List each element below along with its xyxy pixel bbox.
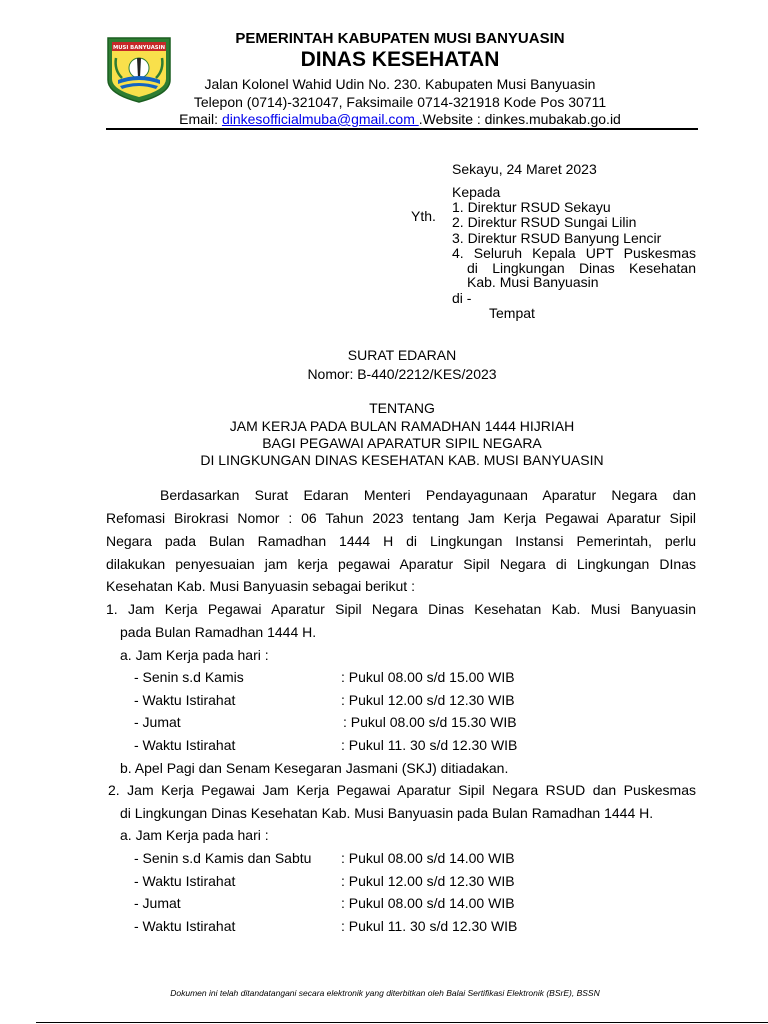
logo-text: MUSI BANYUASIN: [112, 45, 166, 51]
subject-line-1: JAM KERJA PADA BULAN RAMADHAN 1444 HIJRIAH: [229, 418, 575, 434]
body-line-4: dilakukan penyesuaian jam kerja pegawai Aparatur Sipil Negara di Lingkungan DInas: [106, 556, 696, 572]
schedule-2-label-2: - Waktu Istirahat: [134, 873, 236, 889]
point-1-line-2: pada Bulan Ramadhan 1444 H.: [120, 624, 317, 640]
tentang-label: TENTANG: [369, 400, 435, 416]
agency-name: DINAS KESEHATAN: [300, 48, 500, 71]
schedule-1-time-2: : Pukul 12.00 s/d 12.30 WIB: [341, 692, 515, 708]
letter-title: SURAT EDARAN: [347, 347, 457, 363]
schedule-2-time-4: : Pukul 11. 30 s/d 12.30 WIB: [341, 918, 518, 934]
schedule-1-time-3: : Pukul 08.00 s/d 15.30 WIB: [343, 714, 517, 730]
point-1-sub-a: a. Jam Kerja pada hari :: [120, 647, 269, 663]
schedule-1-label-2: - Waktu Istirahat: [134, 692, 236, 708]
body-line-1: Berdasarkan Surat Edaran Menteri Pendayagunaan Aparatur Negara dan: [160, 487, 696, 503]
recipient-4-cont2: Kab. Musi Banyuasin: [467, 274, 599, 290]
schedule-1-time-1: : Pukul 08.00 s/d 15.00 WIB: [341, 669, 515, 685]
letter-number: Nomor: B-440/2212/KES/2023: [307, 366, 497, 382]
schedule-2-label-3: - Jumat: [134, 895, 181, 911]
subject-line-3: DI LINGKUNGAN DINAS KESEHATAN KAB. MUSI BANYUASIN: [200, 452, 604, 468]
recipient-2: 2. Direktur RSUD Sungai Lilin: [452, 214, 637, 230]
schedule-2-time-3: : Pukul 08.00 s/d 14.00 WIB: [341, 895, 515, 911]
body-line-5: Kesehatan Kab. Musi Banyuasin sebagai berikut :: [106, 578, 415, 594]
footer-divider: [36, 1022, 768, 1023]
schedule-1-label-1: - Senin s.d Kamis: [134, 669, 244, 685]
email-link[interactable]: dinkesofficialmuba@gmail.com: [221, 111, 419, 127]
body-line-2: Refomasi Birokrasi Nomor : 06 Tahun 2023 tentang Jam Kerja Pegawai Aparatur Sipil: [106, 510, 696, 526]
subject-line-2: BAGI PEGAWAI APARATUR SIPIL NEGARA: [262, 435, 542, 451]
schedule-2-time-1: : Pukul 08.00 s/d 14.00 WIB: [341, 850, 515, 866]
point-2-line-2: di Lingkungan Dinas Kesehatan Kab. Musi Banyuasin pada Bulan Ramadhan 1444 H.: [120, 805, 654, 821]
body-line-3: Negara pada Bulan Ramadhan 1444 H di Lingkungan Instansi Pemerintah, perlu: [106, 533, 696, 549]
point-1-sub-b: b. Apel Pagi dan Senam Kesegaran Jasmani (SKJ) ditiadakan.: [120, 760, 509, 776]
agency-contact: [110, 111, 690, 127]
point-2-sub-a: a. Jam Kerja pada hari :: [120, 827, 269, 843]
website-text: .Website : dinkes.mubakab.go.id: [418, 111, 621, 127]
point-1-line-1: 1. Jam Kerja Pegawai Aparatur Sipil Negara Dinas Kesehatan Kab. Musi Banyuasin: [106, 601, 696, 617]
government-name: PEMERINTAH KABUPATEN MUSI BANYUASIN: [235, 30, 565, 47]
recipient-1: 1. Direktur RSUD Sekayu: [452, 199, 611, 215]
schedule-1-label-3: - Jumat: [134, 714, 181, 730]
di-label: di -: [452, 290, 472, 306]
tempat-label: Tempat: [489, 305, 535, 321]
esign-footer-note: Dokumen ini telah ditandatangani secara elektronik yang diterbitkan oleh Balai Sertifikasi Elektronik (BSrE), BSSN: [170, 988, 600, 998]
yth-label: Yth.: [411, 208, 436, 224]
recipient-4-cont: di Lingkungan Dinas Kesehatan: [467, 260, 696, 276]
agency-phone: Telepon (0714)-321047, Faksimaile 0714-321918 Kode Pos 30711: [193, 94, 607, 110]
kepada-label: Kepada: [452, 184, 501, 200]
schedule-2-label-4: - Waktu Istirahat: [134, 918, 236, 934]
letterhead-divider: [106, 128, 698, 130]
place-date: Sekayu, 24 Maret 2023: [452, 161, 597, 177]
agency-address: Jalan Kolonel Wahid Udin No. 230. Kabupaten Musi Banyuasin: [204, 76, 596, 92]
recipient-4: 4. Seluruh Kepala UPT Puskesmas: [452, 245, 696, 261]
email-label: Email:: [179, 111, 222, 127]
schedule-2-time-2: : Pukul 12.00 s/d 12.30 WIB: [341, 873, 515, 889]
point-2-line-1: 2. Jam Kerja Pegawai Jam Kerja Pegawai Aparatur Sipil Negara RSUD dan Puskesmas: [108, 782, 696, 798]
recipient-3: 3. Direktur RSUD Banyung Lencir: [452, 230, 662, 246]
schedule-1-time-4: : Pukul 11. 30 s/d 12.30 WIB: [341, 737, 518, 753]
schedule-1-label-4: - Waktu Istirahat: [134, 737, 236, 753]
schedule-2-label-1: - Senin s.d Kamis dan Sabtu: [134, 850, 312, 866]
